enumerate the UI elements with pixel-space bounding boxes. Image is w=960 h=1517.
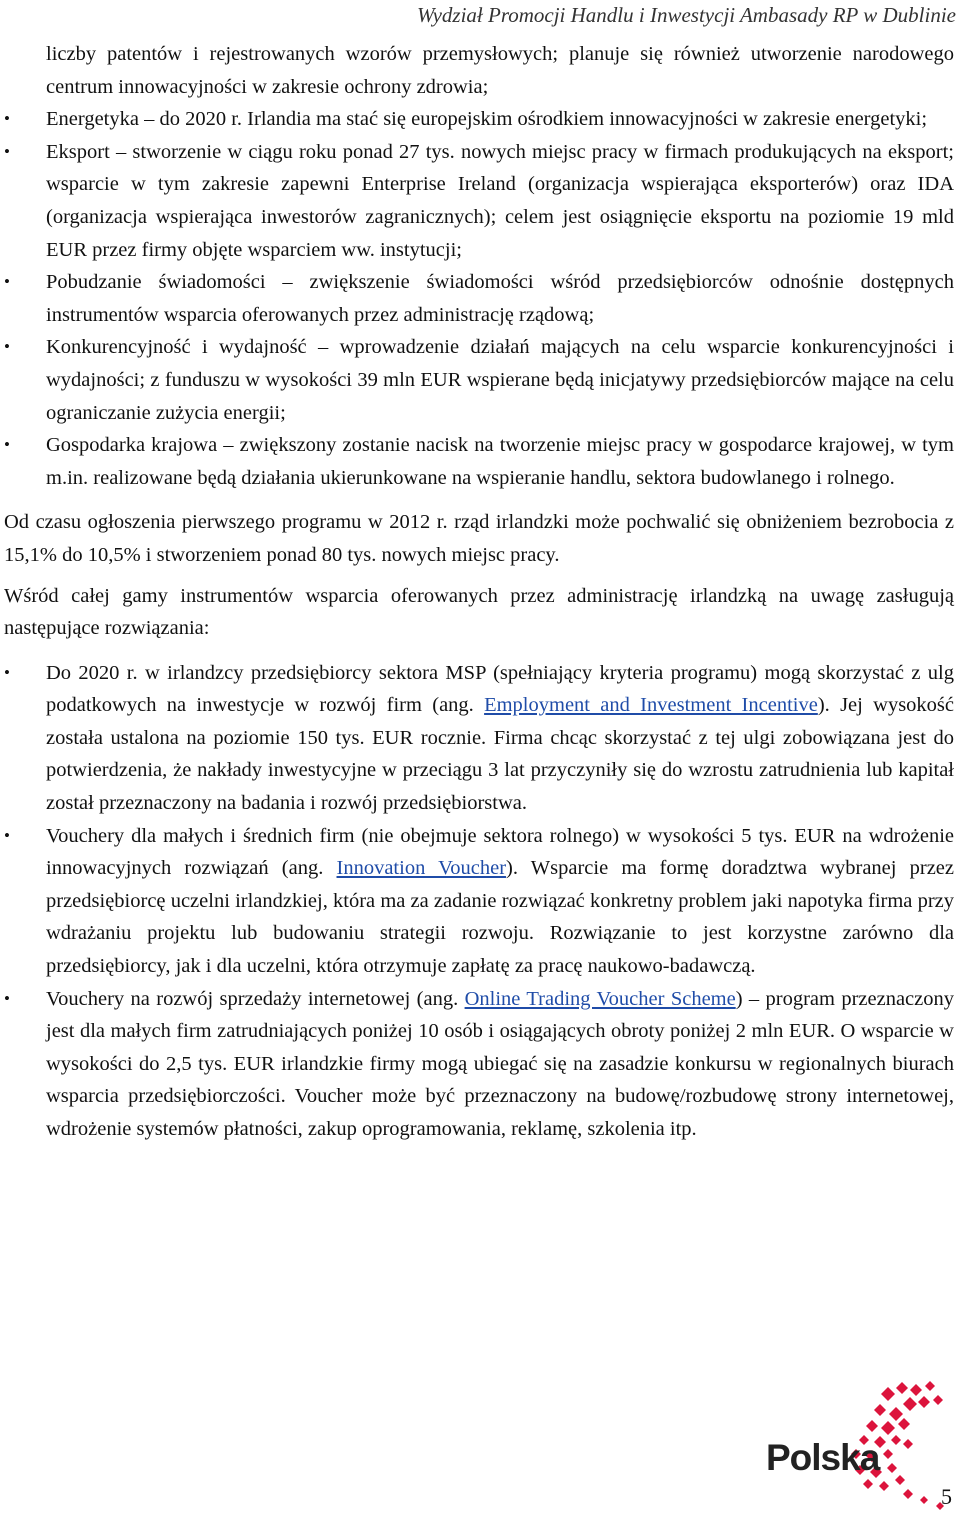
list-item: • Eksport – stworzenie w ciągu roku ponad 27 tys. nowych miejsc pracy w firmach produkujących na eksport; wsparcie w tym zakresie zapewni Enterprise Ireland (organizacja wspierająca eksporterów) oraz IDA (organizacja wspierająca inwestorów zagranicznych); celem jest osiągnięcie eksportu na poziomie 19 mld EUR przez firmy objęte wsparciem ww. instytucji; <box>4 136 954 266</box>
bullet-icon: • <box>4 141 10 161</box>
list-item-continuation: liczby patentów i rejestrowanych wzorów przemysłowych; planuje się również utworzenie narodowego centrum innowacyjności w zakresie ochrony zdrowia; <box>46 43 954 98</box>
bullet-list-objectives <box>4 38 954 494</box>
list-item: • Konkurencyjność i wydajność – wprowadzenie działań mających na celu wsparcie konkurencyjności i wydajności; z funduszu w wysokości 39 mln EUR wspierane będą inicjatywy przedsiębiorców mające na celu ograniczanie zużycia energii; <box>4 331 954 429</box>
paragraph-instruments-intro: Wśród całej gamy instrumentów wsparcia oferowanych przez administrację irlandzką na uwagę zasługują następujące rozwiązania: <box>4 584 954 640</box>
polska-logo-text: Polska <box>766 1437 880 1478</box>
bullet-icon: • <box>4 109 10 129</box>
list-item: • Energetyka – do 2020 r. Irlandia ma stać się europejskim ośrodkiem innowacyjności w zakresie energetyki; <box>4 103 954 136</box>
list-item-innovation-voucher: • Vouchery dla małych i średnich firm (nie obejmuje sektora rolnego) w wysokości 5 tys. EUR na wdrożenie innowacyjnych rozwiązań (ang. Innovation Voucher). Wsparcie ma formę doradztwa wybranej przez przedsiębiorcę uczelni irlandzkiej, która ma za zadanie rozwiązać konkretny problem jaki napotyka firma przy wdrażaniu projektu lub budowaniu strategii rozwoju. Rozwiązanie to jest korzystne zarówno dla przedsiębiorcy, jak i dla uczelni, która otrzymuje zapłatę za pracę naukowo-badawczą. <box>4 820 954 983</box>
bullet-icon: • <box>4 272 10 292</box>
kite-diamond-mark <box>895 1475 905 1485</box>
kite-diamond-mark <box>910 1384 922 1396</box>
kite-diamond-mark <box>889 1407 903 1421</box>
kite-diamond-mark <box>896 1382 908 1394</box>
bullet-icon: • <box>4 662 10 682</box>
kite-diamond-mark <box>866 1420 878 1432</box>
paragraph-unemployment: Od czasu ogłoszenia pierwszego programu w 2012 r. rząd irlandzki może pochwalić się obniżeniem bezrobocia z 15,1% do 10,5% i stworzeniem ponad 80 tys. nowych miejsc pracy. <box>4 511 954 566</box>
kite-diamond-mark <box>891 1435 901 1445</box>
kite-diamond-mark <box>933 1395 943 1405</box>
bullet-icon: • <box>4 337 10 357</box>
kite-diamond-mark <box>883 1449 893 1459</box>
online-trading-voucher-link[interactable]: Online Trading Voucher Scheme <box>464 987 736 1010</box>
kite-diamond-mark <box>903 1439 913 1449</box>
list-item-eii: • Do 2020 r. w irlandzcy przedsiębiorcy sektora MSP (spełniający kryteria programu) mogą skorzystać z ulg podatkowych na inwestycje w rozwój firm (ang. Employment and Investment Incentive). Jej wysokość została ustalona na poziomie 150 tys. EUR rocznie. Firma chcąc skorzystać z tej ulgi zobowiązana jest do potwierdzenia, że nakłady inwestycyjne w przeciągu 3 lat przyczyniły się do wzrostu zatrudnienia lub kapitał został przeznaczony na badania i rozwój przedsiębiorstwa. <box>4 657 954 820</box>
page-header: Wydział Promocji Handlu i Inwestycji Ambasady RP w Dublinie <box>417 3 956 27</box>
innovation-voucher-link[interactable]: Innovation Voucher <box>336 857 507 880</box>
kite-diamond-mark <box>918 1396 930 1408</box>
bullet-icon: • <box>4 988 10 1008</box>
bullet-list-instruments <box>4 657 954 1146</box>
kite-diamond-mark <box>863 1479 873 1489</box>
kite-diamond-mark <box>925 1381 935 1391</box>
kite-diamond-mark <box>898 1418 910 1430</box>
list-item: • Gospodarka krajowa – zwiększony zostanie nacisk na tworzenie miejsc pracy w gospodarce krajowej, w tym m.in. realizowane będą działania ukierunkowane na wspieranie handlu, sektora budowlanego i rolnego. <box>4 429 954 494</box>
polska-logo <box>760 1380 956 1512</box>
bullet-icon: • <box>4 825 10 845</box>
kite-diamond-mark <box>887 1463 897 1473</box>
kite-diamond-mark <box>881 1421 895 1435</box>
list-item-online-trading-voucher: • Vouchery na rozwój sprzedaży internetowej (ang. Online Trading Voucher Scheme) – program przeznaczony jest dla małych firm zatrudniających poniżej 10 osób i osiągających obroty poniżej 2 mln EUR. O wsparcie w wysokości do 2,5 tys. EUR irlandzkie firmy mogą ubiegać się na zasadzie konkursu w regionalnych biurach wsparcia przedsiębiorczości. Voucher może być przeznaczony na budowę/rozbudowę strony internetowej, wdrożenie systemów płatności, zakup oprogramowania, reklamę, szkolenia itp. <box>4 983 954 1146</box>
bullet-icon: • <box>4 435 10 455</box>
kite-diamond-mark <box>903 1397 917 1411</box>
kite-diamond-mark <box>920 1496 928 1504</box>
employment-investment-incentive-link[interactable]: Employment and Investment Incentive <box>484 694 818 717</box>
kite-diamond-mark <box>874 1404 886 1416</box>
kite-diamond-mark <box>879 1481 889 1491</box>
document-body <box>4 38 954 1146</box>
page-number: 5 <box>941 1484 952 1509</box>
kite-diamond-mark <box>881 1387 895 1401</box>
kite-diamond-mark <box>903 1489 913 1499</box>
list-item: • Pobudzanie świadomości – zwiększenie świadomości wśród przedsiębiorców odnośnie dostępnych instrumentów wsparcia oferowanych przez administrację rządową; <box>4 266 954 331</box>
